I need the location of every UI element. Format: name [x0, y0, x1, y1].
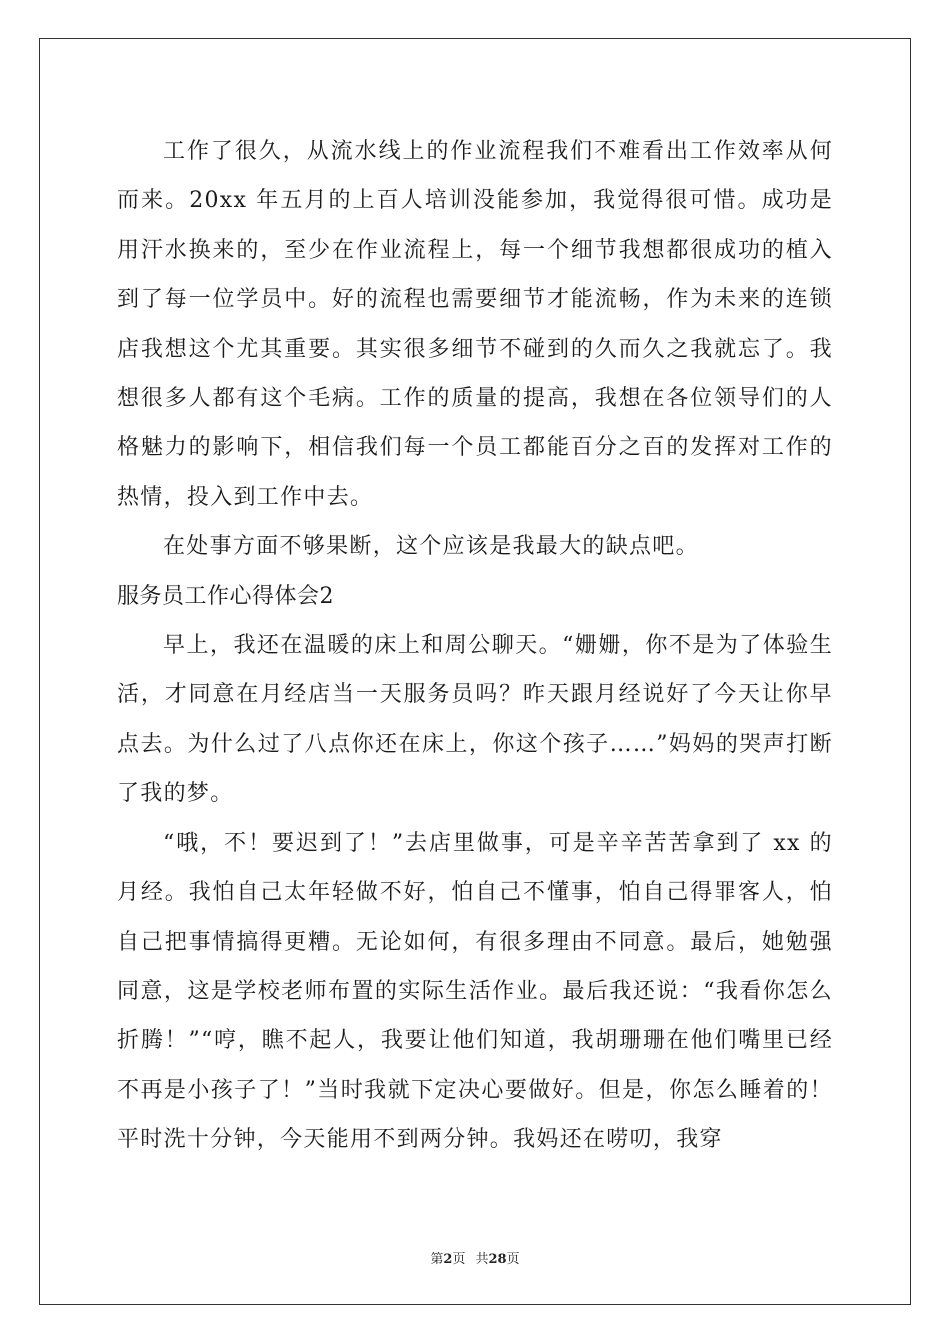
paragraph-morning: 早上，我还在温暖的床上和周公聊天。“姗姗，你不是为了体验生活，才同意在月经店当一天服务员吗？昨天跟月经说好了今天让你早点去。为什么过了八点你还在床上，你这个孩子……”妈妈的哭声打断了我的梦。: [117, 633, 833, 807]
page-prefix: 第: [430, 1252, 444, 1267]
paragraph-efficiency: 工作了很久，从流水线上的作业流程我们不难看出工作效率从何而来。20xx 年五月的上百人培训没能参加，我觉得很可惜。成功是用汗水换来的，至少在作业流程上，每一个细节我想都很成功的植入到了每一位学员中。好的流程也需要细节才能流畅，作为未来的连锁店我想这个尤其重要。其实很多细节不碰到的久而久之我就忘了。我想很多人都有这个毛病。工作的质量的提高，我想在各位领导们的人格魅力的影响下，相信我们每一个员工都能百分之百的发挥对工作的热情，投入到工作中去。: [117, 139, 833, 510]
paragraph-shortcoming: 在处事方面不够果断，这个应该是我最大的缺点吧。: [163, 534, 699, 560]
document-body: [117, 127, 833, 1165]
page-footer: [0, 1248, 950, 1267]
page-number: 2: [443, 1252, 453, 1267]
total-pages: 28: [488, 1252, 507, 1267]
section-heading: 服务员工作心得体会2: [117, 583, 334, 609]
page-suffix: 页: [452, 1252, 466, 1267]
total-suffix: 页: [506, 1252, 520, 1267]
total-prefix: 共: [475, 1252, 489, 1267]
paragraph-late: “哦，不！要迟到了！”去店里做事，可是辛辛苦苦拿到了 xx 的月经。我怕自己太年轻做不好，怕自己不懂事，怕自己得罪客人，怕自己把事情搞得更糟。无论如何，有很多理由不同意。最后，她勉强同意，这是学校老师布置的实际生活作业。最后我还说：“我看你怎么折腾！”“哼，瞧不起人，我要让他们知道，我胡珊珊在他们嘴里已经不再是小孩子了！”当时我就下定决心要做好。但是，你怎么睡着的！平时洗十分钟，今天能用不到两分钟。我妈还在唠叨，我穿: [117, 830, 833, 1153]
